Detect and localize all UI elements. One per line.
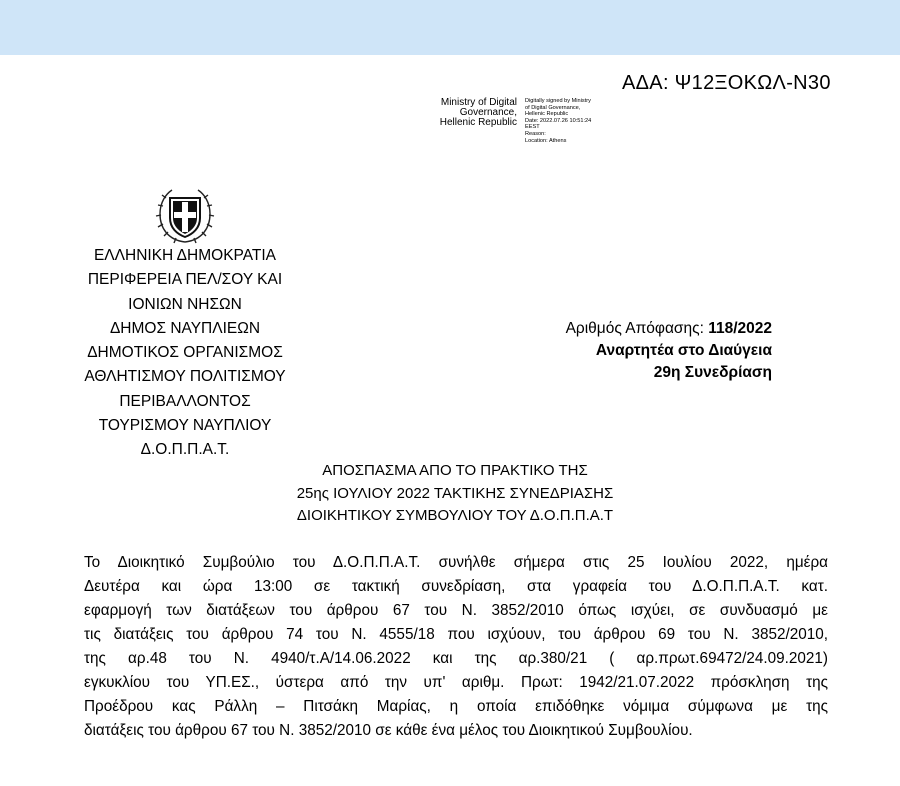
signer-line: Hellenic Republic: [439, 117, 517, 128]
body-line: εφαρμογή των διατάξεων του άρθρου 67 του Ν. 3852/2010 όπως ισχύει, σε συνδυασμό με: [84, 602, 828, 619]
decision-number-value: 118/2022: [708, 320, 772, 337]
session-number: [520, 362, 772, 384]
signer-line: Ministry of Digital: [440, 97, 517, 108]
signature-detail-line: Digitally signed by Ministry: [525, 98, 591, 104]
body-line: τις διατάξεις του άρθρου 74 του Ν. 4555/18 που ισχύουν, του άρθρου 69 του Ν. 3852/2010,: [84, 626, 828, 643]
signature-detail-line: Reason:: [525, 130, 546, 137]
signature-detail-line: Date: 2022.07.26 10:51:24: [525, 117, 592, 124]
body-line: Προέδρου κας Ράλλη – Πιτσάκη Μαρίας, η οποία επιδόθηκε νόμιμα σύμφωνα με της: [84, 698, 828, 715]
signer-line: Governance,: [459, 107, 517, 118]
body-line: διατάξεις του άρθρου 67 του Ν. 3852/2010 σε κάθε ένα μέλος του Διοικητικού Συμβουλίου.: [84, 722, 693, 739]
header-line: ΔΗΜΟΣ ΝΑΥΠΛΙΕΩΝ: [109, 319, 261, 337]
signature-detail-line: Location: Athens: [525, 137, 567, 144]
greek-coat-of-arms-icon: [154, 184, 216, 246]
signature-detail-line: of Digital Governance,: [525, 104, 581, 111]
header-line: ΑΘΛΗΤΙΣΜΟΥ ΠΟΛΙΤΙΣΜΟΥ: [84, 368, 286, 386]
body-line: της αρ.48 του Ν. 4940/τ.Α/14.06.2022 και της αρ.380/21 ( αρ.πρωτ.69472/24.09.2021): [84, 650, 828, 667]
header-line: ΙΟΝΙΩΝ ΝΗΣΩΝ: [128, 295, 242, 313]
excerpt-line: ΑΠΟΣΠΑΣΜΑ ΑΠΟ ΤΟ ΠΡΑΚΤΙΚΟ ΤΗΣ: [322, 462, 588, 479]
header-line: ΠΕΡΙΦΕΡΕΙΑ ΠΕΛ/ΣΟΥ ΚΑΙ: [87, 271, 283, 289]
body-line: Το Διοικητικό Συμβούλιο του Δ.Ο.Π.Π.Α.Τ. συνήλθε σήμερα στις 25 Ιουλίου 2022, ημέρα: [84, 554, 828, 571]
header-line: ΔΗΜΟΤΙΚΟΣ ΟΡΓΑΝΙΣΜΟΣ: [87, 344, 283, 362]
excerpt-line: ΔΙΟΙΚΗΤΙΚΟΥ ΣΥΜΒΟΥΛΙΟΥ ΤΟΥ Δ.Ο.Π.Π.Α.Τ: [296, 507, 614, 524]
decision-number-label: Αριθμός Απόφασης:: [565, 320, 709, 337]
ada-identifier: ΑΔΑ: Ψ12ΞΟΚΩΛ-Ν30: [622, 72, 831, 94]
signature-details: [525, 98, 635, 144]
excerpt-title: [210, 460, 700, 528]
signature-detail-line: EEST: [525, 124, 540, 131]
header-line: ΤΟΥΡΙΣΜΟΥ ΝΑΥΠΛΙΟΥ: [98, 417, 272, 435]
posting-note: [520, 340, 772, 362]
decision-number: [520, 318, 772, 340]
posting-note-text: Αναρτητέα στο Διαύγεια: [595, 342, 772, 359]
issuer-header: [60, 244, 310, 463]
session-number-text: 29η Συνεδρίαση: [653, 364, 772, 381]
body-line: εγκυκλίου του ΥΠ.ΕΣ., ύστερα από την υπ' αριθμ. Πρωτ: 1942/21.07.2022 πρόσκληση της: [84, 674, 828, 691]
body-line: Δευτέρα και ώρα 13:00 σε τακτική συνεδρίαση, στα γραφεία του Δ.Ο.Π.Π.Α.Τ. κατ.: [84, 578, 828, 595]
header-line: ΠΕΡΙΒΑΛΛΟΝΤΟΣ: [119, 392, 251, 410]
signature-signer: [421, 98, 517, 128]
signature-detail-line: Hellenic Republic: [525, 111, 569, 118]
header-line: Δ.Ο.Π.Π.Α.Τ.: [140, 441, 230, 459]
header-line: ΕΛΛΗΝΙΚΗ ΔΗΜΟΚΡΑΤΙΑ: [93, 247, 277, 264]
decision-info: [520, 318, 772, 384]
top-banner: [0, 0, 900, 55]
excerpt-line: 25ης ΙΟΥΛΙΟΥ 2022 ΤΑΚΤΙΚΗΣ ΣΥΝΕΔΡΙΑΣΗΣ: [296, 484, 614, 502]
body-paragraph: [84, 551, 828, 743]
